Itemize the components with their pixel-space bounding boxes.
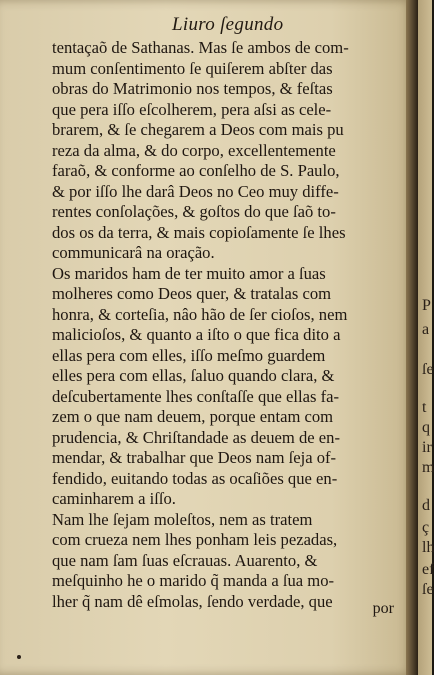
text-line: faraõ, & conforme ao conſelho de S. Paulo, bbox=[52, 161, 340, 180]
text-line: deſcubertamente lhes conſtaſſe que ellas fa- bbox=[52, 386, 340, 406]
margin-letter: ſe bbox=[422, 361, 434, 378]
text-line: lher q̃ nam dê eſmolas, ſendo verdade, que bbox=[52, 591, 333, 611]
text-line: elles pera com ellas, ſaluo quando clara, & bbox=[52, 366, 335, 385]
text-line: ellas pera com elles, iſſo meſmo guardem bbox=[52, 345, 326, 365]
text-line: obras do Matrimonio nos tempos, & feſtas bbox=[52, 79, 333, 98]
text-line: prudencia, & Chriſtandade as deuem de en- bbox=[52, 427, 340, 447]
body-text bbox=[52, 38, 402, 612]
text-line: mum conſentimento ſe quiſerem abſter das bbox=[52, 58, 333, 78]
text-line: & por iſſo lhe darâ Deos no Ceo muy diffe- bbox=[52, 181, 339, 201]
text-line: fendido, euitando todas as ocaſiões que en- bbox=[52, 468, 338, 488]
text-line: mendar, & trabalhar que Deos nam ſeja of- bbox=[52, 448, 337, 467]
running-head: Liuro ſegundo bbox=[172, 14, 284, 35]
text-line: dos os da terra, & mais copioſamente ſe lhes bbox=[52, 222, 346, 242]
margin-letter: ç bbox=[422, 519, 430, 536]
text-line: com crueza nem lhes ponham leis pezadas, bbox=[52, 530, 338, 549]
text-line: brarem, & ſe chegarem a Deos com mais pu bbox=[52, 120, 344, 139]
text-line: malicioſos, & quanto a iſto o que fica dito a bbox=[52, 325, 341, 344]
margin-letter: d bbox=[422, 497, 430, 514]
facing-page-text bbox=[421, 0, 432, 675]
text-line: zem o que nam deuem, porque entam com bbox=[52, 407, 334, 426]
margin-letter: t bbox=[422, 399, 427, 416]
margin-letter: ſe bbox=[422, 581, 434, 598]
margin-letter: ir bbox=[422, 439, 432, 456]
margin-letter: m bbox=[422, 459, 434, 476]
catchword: por bbox=[372, 600, 394, 617]
text-line: Os maridos ham de ter muito amor a ſuas bbox=[52, 263, 326, 283]
text-line: que nam ſam ſuas eſcrauas. Auarento, & bbox=[52, 550, 318, 570]
text-line: rentes conſolações, & goſtos do que ſaõ to- bbox=[52, 202, 336, 221]
text-line: molheres como Deos quer, & tratalas com bbox=[52, 284, 332, 303]
margin-letter: lh bbox=[422, 539, 434, 556]
text-line: communicarâ na oração. bbox=[52, 243, 215, 262]
margin-letter: ef bbox=[422, 561, 434, 578]
text-line: reza da alma, & do corpo, excellentemente bbox=[52, 140, 336, 160]
margin-letter: q bbox=[422, 419, 430, 436]
ink-dot bbox=[17, 655, 21, 659]
book-gutter bbox=[406, 0, 418, 675]
text-line: Nam lhe ſejam moleſtos, nem as tratem bbox=[52, 509, 313, 529]
text-line: honra, & corteſia, nâo hão de ſer cioſos, nem bbox=[52, 304, 348, 324]
text-line: tentaçaõ de Sathanas. Mas ſe ambos de com- bbox=[52, 38, 349, 57]
text-line: caminharem a iſſo. bbox=[52, 489, 176, 508]
margin-letter: P bbox=[422, 297, 431, 314]
text-line: que pera iſſo eſcolherem, pera aſsi as cele- bbox=[52, 99, 332, 119]
text-line: meſquinho he o marido q̃ manda a ſua mo- bbox=[52, 571, 335, 590]
margin-letter: a bbox=[422, 321, 430, 338]
